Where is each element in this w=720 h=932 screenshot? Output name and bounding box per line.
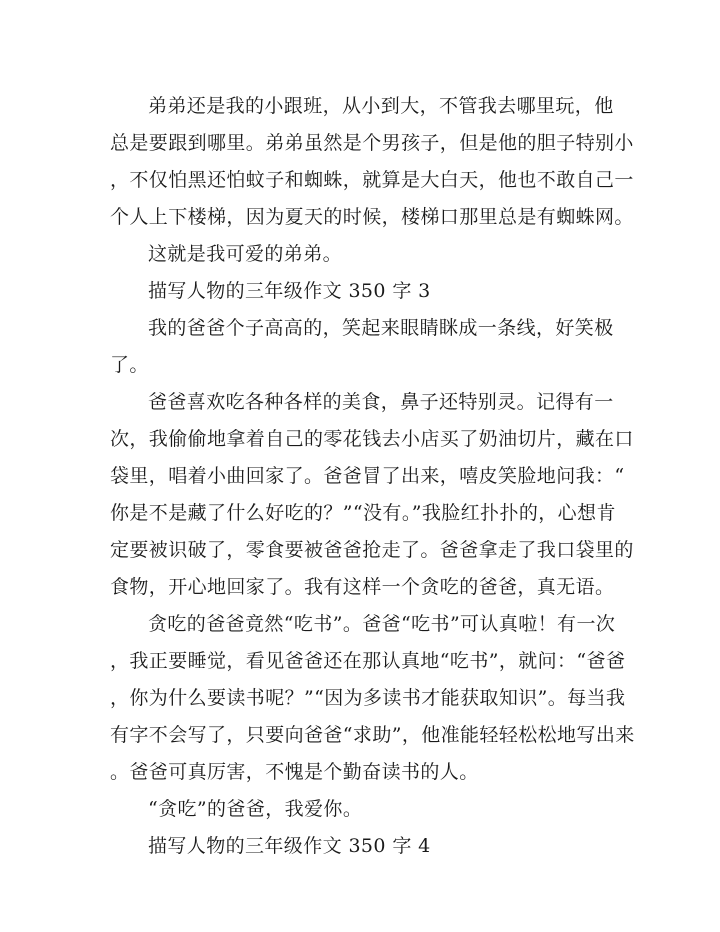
text-line: 食物，开心地回家了。我有这样一个贪吃的爸爸，真无语。 bbox=[110, 576, 615, 598]
text-line: 弟弟还是我的小跟班，从小到大，不管我去哪里玩，他 bbox=[148, 95, 614, 117]
text-line: 我的爸爸个子高高的，笑起来眼睛眯成一条线，好笑极 bbox=[148, 317, 614, 339]
text-line: 袋里，唱着小曲回家了。爸爸冒了出来，嘻皮笑脸地问我：“ bbox=[110, 465, 625, 487]
section-heading: 描写人物的三年级作文 350 字 3 bbox=[148, 280, 431, 302]
text-line: ，我正要睡觉，看见爸爸还在那认真地“吃书”，就问：“爸爸 bbox=[110, 650, 626, 672]
text-line: ，你为什么要读书呢？”“因为多读书才能获取知识”。每当我 bbox=[110, 687, 626, 709]
text-line: 个人上下楼梯，因为夏天的时候，楼梯口那里总是有蜘蛛网。 bbox=[110, 206, 634, 228]
text-line: 次，我偷偷地拿着自己的零花钱去小店买了奶油切片，藏在口 bbox=[110, 428, 634, 450]
text-line: 爸爸喜欢吃各种各样的美食，鼻子还特别灵。记得有一 bbox=[148, 391, 614, 413]
text-line: ，不仅怕黑还怕蚊子和蜘蛛，就算是大白天，他也不敢自己一 bbox=[110, 169, 634, 191]
text-line: 贪吃的爸爸竟然“吃书”。爸爸“吃书”可认真啦！有一次 bbox=[148, 613, 616, 635]
text-line: 总是要跟到哪里。弟弟虽然是个男孩子，但是他的胆子特别小 bbox=[110, 132, 634, 154]
document-page bbox=[110, 88, 635, 865]
text-line: 这就是我可爱的弟弟。 bbox=[148, 243, 343, 265]
text-line: 定要被识破了，零食要被爸爸抢走了。爸爸拿走了我口袋里的 bbox=[110, 539, 634, 561]
section-heading: 描写人物的三年级作文 350 字 4 bbox=[148, 835, 431, 857]
text-line: 。爸爸可真厉害，不愧是个勤奋读书的人。 bbox=[110, 761, 479, 783]
text-line: 了。 bbox=[110, 354, 149, 376]
text-line: “贪吃”的爸爸，我爱你。 bbox=[148, 798, 363, 820]
text-line: 你是不是藏了什么好吃的？”“没有。”我脸红扑扑的，心想肯 bbox=[110, 502, 616, 524]
text-line: 有字不会写了，只要向爸爸“求助”，他准能轻轻松松地写出来 bbox=[110, 724, 635, 746]
